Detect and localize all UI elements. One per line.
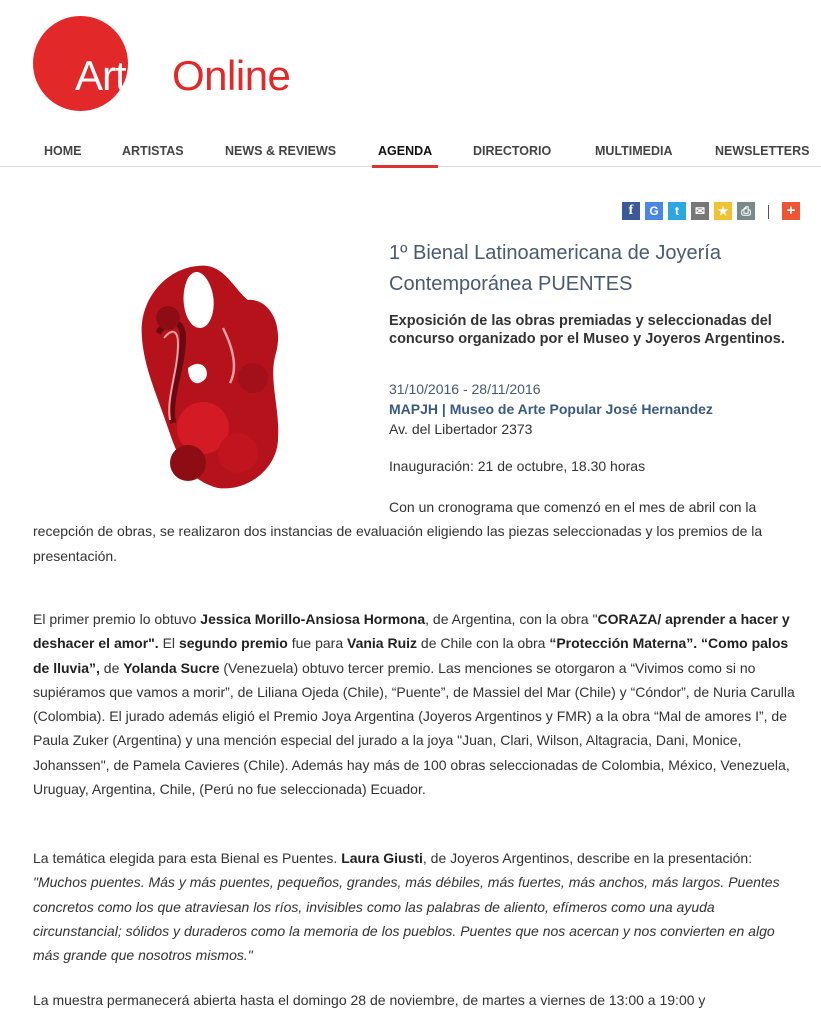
intro-paragraph: Con un cronograma que comenzó en el mes de abril con la recepción de obras, se realizaron dos instancias de evaluación eligiendo las piezas seleccionadas y los premios de la presentación. — [33, 499, 763, 564]
logo-word-online: Online — [172, 52, 291, 99]
venue-link[interactable]: MAPJH | Museo de Arte Popular José Hernandez — [389, 401, 713, 417]
nav-artistas[interactable]: ARTISTAS — [122, 144, 184, 158]
more-plus-icon[interactable]: + — [782, 202, 800, 220]
artwork-image — [128, 258, 288, 494]
logo-word-arte: Arte — [75, 52, 149, 99]
nav-home[interactable]: HOME — [44, 144, 82, 158]
google-icon[interactable]: G — [645, 202, 663, 220]
nav-agenda[interactable]: AGENDA — [378, 144, 433, 158]
nav-newsletters[interactable]: NEWSLETTERS — [715, 144, 810, 158]
schedule-paragraph: La muestra permanecerá abierta hasta el domingo 28 de noviembre, de martes a viernes de 13:00 a 19:00 y — [33, 992, 706, 1008]
nav-news-reviews[interactable]: NEWS & REVIEWS — [225, 144, 337, 158]
facebook-icon[interactable]: f — [622, 202, 640, 220]
twitter-icon[interactable]: t — [668, 202, 686, 220]
site-logo[interactable] — [33, 18, 291, 108]
theme-paragraph: La temática elegida para esta Bienal es Puentes. Laura Giusti, de Joyeros Argentinos, describe en la presentación: "Muchos puentes. Más y más puentes, pequeños, grandes, más débiles, más fuertes, más anchos, más largos. Puentes concretos como los que atraviesan los ríos, invisibles como las palabras de aliento, efímeros como una ayuda circunstancial; sólidos y duraderos como la memoria de los pueblos. Puentes que nos acercan y nos convierten en algo más grande que nosotros mismos." — [33, 850, 780, 964]
print-icon[interactable]: ⎙ — [737, 202, 755, 220]
event-dates: 31/10/2016 - 28/11/2016 — [389, 381, 541, 397]
curator-quote: "Muchos puentes. Más y más puentes, pequeños, grandes, más débiles, más fuertes, más anchos, más largos. Puentes concretos como los que atraviesan los ríos, invisibles como las palabras de aliento, efímeros como una ayuda circunstancial; sólidos y duraderos como la memoria de los pueblos. Puentes que nos acercan y nos convierten en algo más grande que nosotros mismos." — [33, 874, 780, 964]
share-divider — [768, 205, 769, 219]
favorite-star-icon[interactable]: ★ — [714, 202, 732, 220]
nav-directorio[interactable]: DIRECTORIO — [473, 144, 552, 158]
awards-paragraph: El primer premio lo obtuvo Jessica Morillo-Ansiosa Hormona, de Argentina, con la obra "CORAZA/ aprender a hacer y deshacer el amor". El segundo premio fue para Vania Ruiz de Chile con la obra “Protección Materna”. “Como palos de lluvia”, de Yolanda Sucre (Venezuela) obtuvo tercer premio. Las menciones se otorgaron a “Vivimos como si no supiéramos que vamos a morir”, de Liliana Ojeda (Chile), “Puente”, de Massiel del Mar (Chile) y “Cóndor”, de Nuria Carulla (Colombia). El jurado además eligió el Premio Joya Argentina (Joyeros Argentinos y FMR) a la obra “Mal de amores I”, de Paula Zuker (Argentina) y una mención especial del jurado a la joya "Juan, Clari, Wilson, Altagracia, Dani, Monice, Johanssen", de Pamela Cavieres (Chile). Además hay más de 100 obras seleccionadas de Colombia, México, Venezuela, Uruguay, Argentina, Chile, (Perú no fue seleccionada) Ecuador. — [33, 611, 795, 798]
main-nav — [0, 140, 821, 167]
venue-address: Av. del Libertador 2373 — [389, 421, 533, 437]
nav-multimedia[interactable]: MULTIMEDIA — [595, 144, 673, 158]
event-subtitle: Exposición de las obras premiadas y seleccionadas del concurso organizado por el Museo y Joyeros Argentinos. — [389, 313, 785, 347]
inauguration-info: Inauguración: 21 de octubre, 18.30 horas — [389, 458, 646, 474]
event-title: 1º Bienal Latinoamericana de Joyería Contemporánea PUENTES — [389, 242, 721, 295]
email-icon[interactable]: ✉ — [691, 202, 709, 220]
